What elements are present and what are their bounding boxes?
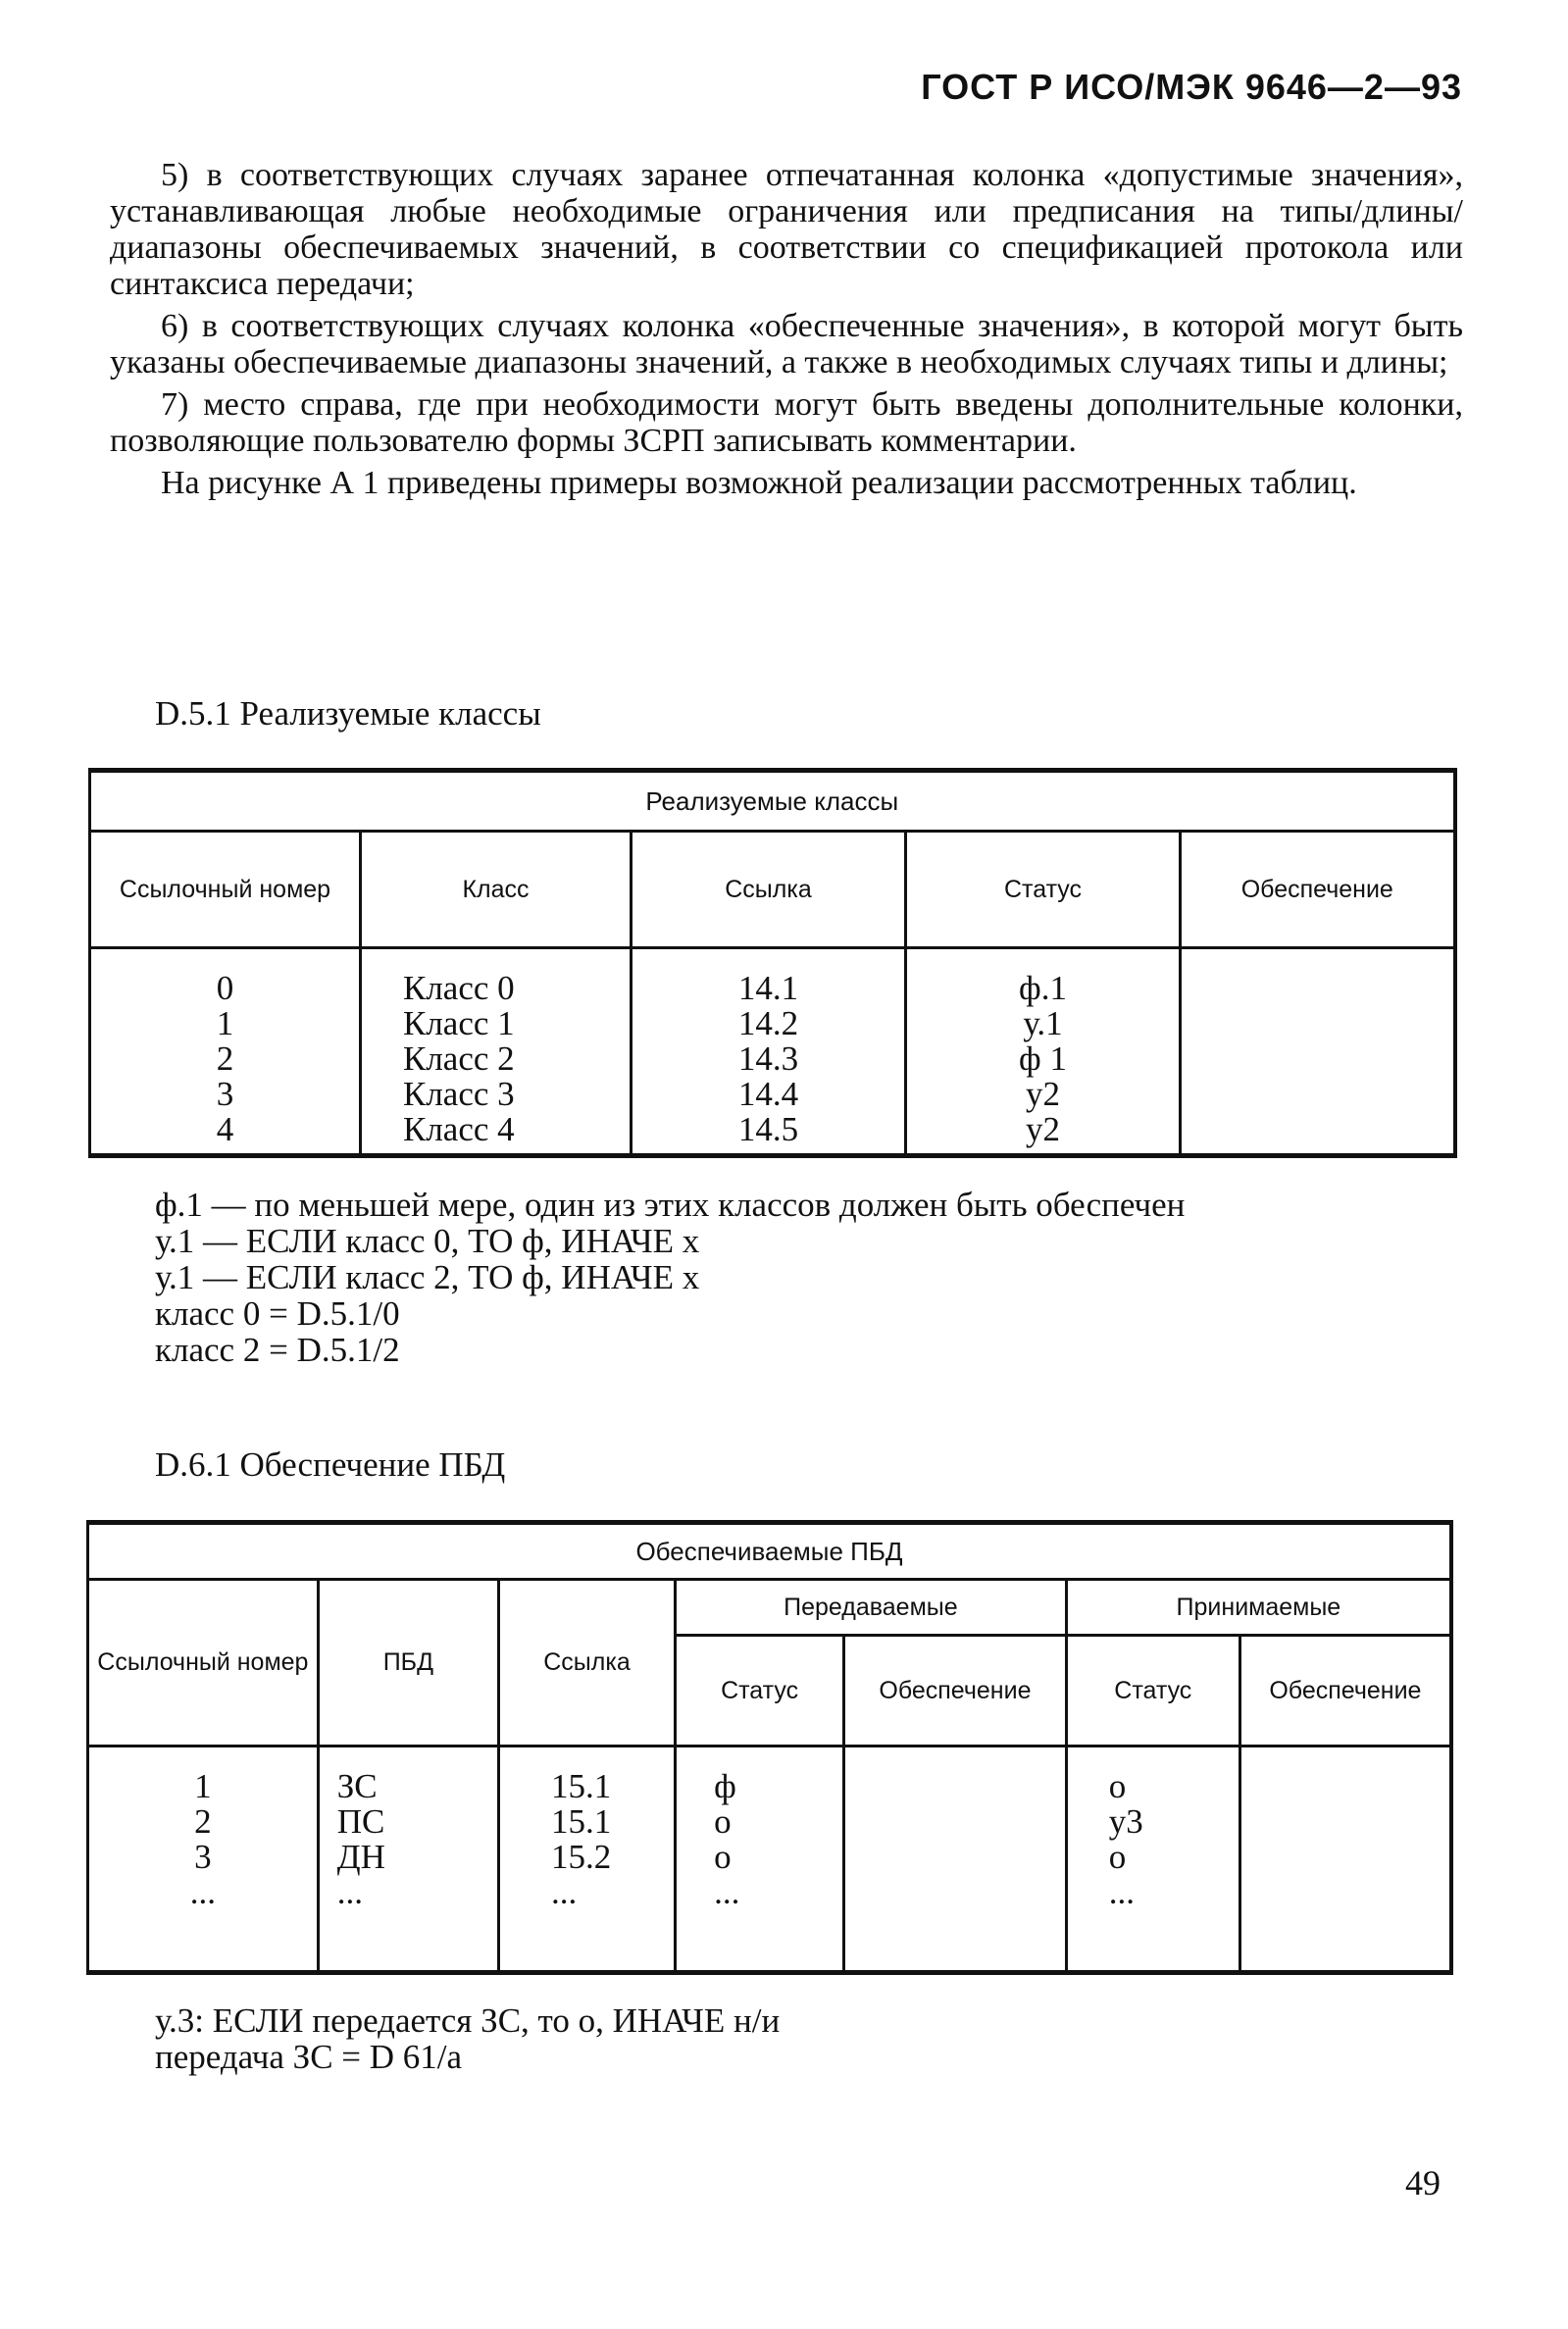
table-cell: у3 <box>1108 1802 1143 1841</box>
pdu-table <box>86 1520 1453 1975</box>
table-cell: 14.1 <box>737 969 799 1007</box>
note-line: у.1 — ЕСЛИ класс 0, ТО ф, ИНАЧЕ х <box>155 1222 700 1260</box>
column-header: Ссылочный номер <box>90 832 361 948</box>
tx-status-cell <box>676 1747 844 1973</box>
table-caption: Обеспечиваемые ПБД <box>88 1523 1452 1580</box>
table-cell: ... <box>1108 1873 1136 1911</box>
class-cell <box>361 948 632 1156</box>
page-number: 49 <box>1405 2163 1441 2202</box>
column-header: Обеспечение <box>1239 1636 1451 1747</box>
table-cell: ... <box>189 1873 216 1911</box>
column-header: Статус <box>1066 1636 1239 1747</box>
column-header: Статус <box>676 1636 844 1747</box>
column-header: Ссылочный номер <box>88 1580 319 1747</box>
pbd-cell <box>318 1747 498 1973</box>
table-cell: 15.2 <box>550 1838 612 1876</box>
column-header: Обеспечение <box>1181 832 1455 948</box>
table-cell: Класс 4 <box>403 1110 515 1148</box>
table-notes <box>155 2002 780 2075</box>
column-header: Обеспечение <box>844 1636 1067 1747</box>
paragraph: 6) в соответствующих случаях колонка «обеспеченные значения», в которой могут быть указаны обеспечиваемые диапазоны значений, а также в необходимых случаях типы и длины; <box>110 308 1463 380</box>
table-cell: у.1 <box>1023 1004 1063 1042</box>
table-cell: Класс 1 <box>403 1004 515 1042</box>
note-line: у.3: ЕСЛИ передается ЗС, то о, ИНАЧЕ н/и <box>155 2001 781 2040</box>
column-header: Ссылка <box>498 1580 675 1747</box>
table-cell: ф 1 <box>1019 1039 1067 1078</box>
table-cell: 14.4 <box>737 1075 799 1113</box>
table-cell: 2 <box>216 1039 234 1078</box>
table-caption: Реализуемые классы <box>90 771 1455 832</box>
table-cell: 3 <box>216 1075 234 1113</box>
table-cell: ... <box>550 1873 578 1911</box>
table-cell: 0 <box>216 969 234 1007</box>
note-line: класс 0 = D.5.1/0 <box>155 1294 400 1333</box>
table-cell: 2 <box>194 1802 212 1841</box>
support-cell <box>1181 948 1455 1156</box>
paragraph: 5) в соответствующих случаях заранее отпечатанная колонка «допустимые значения», устанавливающая любые необходимые ограничения или предписания на типы/длины/диапазоны обеспечиваемых значений, в соответствии со спецификацией протокола или синтаксиса передачи; <box>110 157 1463 302</box>
column-group-header: Передаваемые <box>676 1580 1067 1636</box>
ref-number-cell <box>90 948 361 1156</box>
table-cell: 14.3 <box>737 1039 799 1078</box>
paragraph: На рисунке А 1 приведены примеры возможной реализации рассмотренных таблиц. <box>161 465 1357 501</box>
table-notes <box>155 1187 1185 1368</box>
column-header: Ссылка <box>632 832 906 948</box>
table-cell: у2 <box>1026 1075 1060 1113</box>
status-cell <box>906 948 1181 1156</box>
table-cell: ПС <box>336 1802 385 1841</box>
table-cell: 14.5 <box>737 1110 799 1148</box>
table-cell: 3 <box>194 1838 212 1876</box>
note-line: ф.1 — по меньшей мере, один из этих классов должен быть обеспечен <box>155 1186 1186 1224</box>
table-cell: ... <box>336 1873 364 1911</box>
note-line: класс 2 = D.5.1/2 <box>155 1331 400 1369</box>
table-cell: о <box>1108 1838 1127 1876</box>
paragraph: 7) место справа, где при необходимости могут быть введены дополнительные колонки, позволяющие пользователю формы ЗСРП записывать комментарии. <box>110 386 1463 459</box>
classes-table <box>88 768 1457 1158</box>
table-cell: Класс 3 <box>403 1075 515 1113</box>
note-line: у.1 — ЕСЛИ класс 2, ТО ф, ИНАЧЕ х <box>155 1258 700 1296</box>
column-header: Статус <box>906 832 1181 948</box>
table-cell: о <box>714 1838 732 1876</box>
note-line: передача ЗС = D 61/а <box>155 2038 463 2076</box>
table-cell: ф.1 <box>1019 969 1067 1007</box>
table-cell: 1 <box>194 1767 212 1805</box>
column-header: ПБД <box>318 1580 498 1747</box>
table-cell: 15.1 <box>550 1767 612 1805</box>
table-cell: 14.2 <box>737 1004 799 1042</box>
column-header: Класс <box>361 832 632 948</box>
table-cell: Класс 2 <box>403 1039 515 1078</box>
rx-status-cell <box>1066 1747 1239 1973</box>
table-cell: 15.1 <box>550 1802 612 1841</box>
section-title: D.6.1 Обеспечение ПБД <box>155 1445 506 1484</box>
table-cell: ЗС <box>336 1767 378 1805</box>
tx-support-cell <box>844 1747 1067 1973</box>
table-cell: о <box>714 1802 732 1841</box>
table-cell: ... <box>714 1873 740 1911</box>
document-header: ГОСТ Р ИСО/МЭК 9646—2—93 <box>921 67 1462 107</box>
table-cell: о <box>1108 1767 1127 1805</box>
ref-number-cell <box>88 1747 319 1973</box>
table-cell: Класс 0 <box>403 969 515 1007</box>
section-title: D.5.1 Реализуемые классы <box>155 694 541 733</box>
rx-support-cell <box>1239 1747 1451 1973</box>
table-cell: ф <box>714 1767 736 1805</box>
table-cell: 4 <box>216 1110 234 1148</box>
link-cell <box>632 948 906 1156</box>
table-cell: у2 <box>1026 1110 1060 1148</box>
column-group-header: Принимаемые <box>1066 1580 1451 1636</box>
body-text <box>110 157 1463 507</box>
table-cell: 1 <box>216 1004 234 1042</box>
link-cell <box>498 1747 675 1973</box>
table-cell: ДН <box>336 1838 385 1876</box>
